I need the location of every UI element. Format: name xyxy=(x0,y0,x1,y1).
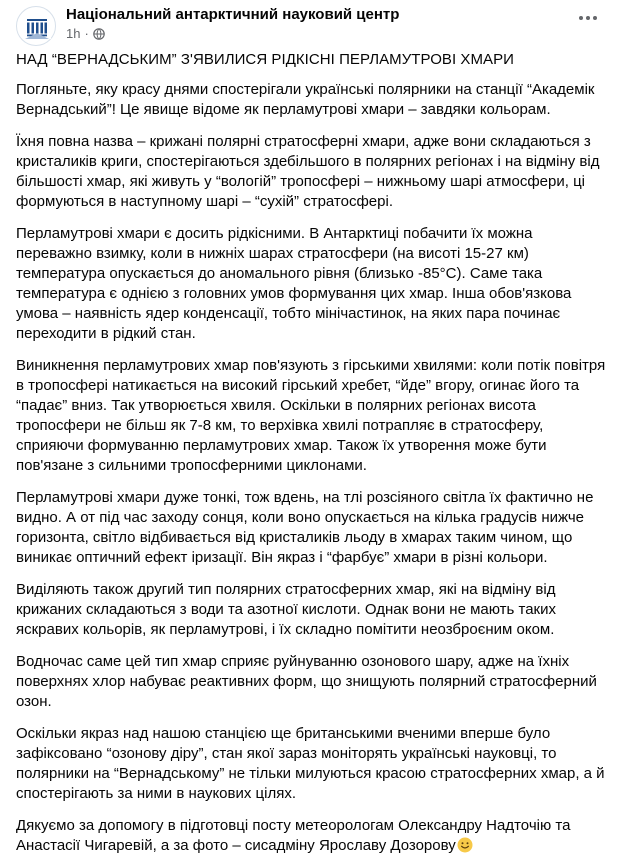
post-meta xyxy=(66,26,105,41)
post-closing xyxy=(16,816,606,856)
closing-text: Дякуємо за допомогу в підготовці посту метеорологам Олександру Надточію та Анастасії Чигаревій, а за фото – сисадміну Ярославу Дозорову xyxy=(16,817,571,854)
post-title: НАД “ВЕРНАДСЬКИМ” З'ЯВИЛИСЯ РІДКІСНІ ПЕРЛАМУТРОВІ ХМАРИ xyxy=(16,51,514,68)
post-paragraph: Виникнення перламутрових хмар пов'язують з гірськими хвилями: коли потік повітря в тропосфері натикається на високий гірський хребет, “йде” вгору, огинає його та “падає” вниз. Так утворюється хвиля. Оскільки в полярних регіонах висота тропосфери не більш як 7-8 км, то верхівка хвилі потрапляє в стратосферу, сприяючи формуванню перламутрових хмар. Також їх утворення може бути пов'язане з сильними тропосферними циклонами. xyxy=(16,357,606,474)
post-paragraph: Водночас саме цей тип хмар сприяє руйнуванню озонового шару, адже на їхніх поверхнях хлор набуває реактивних форм, що знищують полярний стратосферний озон. xyxy=(16,653,597,710)
more-options-icon xyxy=(578,15,598,21)
post-body xyxy=(16,50,606,868)
antarctic-center-logo-icon xyxy=(17,7,57,47)
more-options-button[interactable] xyxy=(573,6,603,30)
post-paragraph: Погляньте, яку красу днями спостерігали українські полярники на станції “Академік Вернадський”! Це явище відоме як перламутрові хмари – завдяки кольорам. xyxy=(16,81,595,118)
post-time[interactable]: 1h xyxy=(66,26,81,41)
smiling-face-emoji-icon xyxy=(457,837,473,853)
post-paragraph: Виділяють також другий тип полярних стратосферних хмар, які на відміну від крижаних складаються з води та азотної кислоти. Однак вони не мають таких яскравих кольорів, як перламутрові, і їх складно помітити неозброєним оком. xyxy=(16,581,556,638)
meta-separator: · xyxy=(84,26,89,41)
page-name[interactable]: Національний антарктичний науковий центр xyxy=(66,6,400,23)
post-paragraph: Перламутрові хмари дуже тонкі, тож вдень, на тлі розсіяного світла їх фактично не видно. А от під час заходу сонця, коли воно опускається на кілька градусів нижче горизонта, світло відбивається від кристаликів льоду в хмарах таким чином, що виникає оптичний ефект іризації. Він якраз і “фарбує” хмари в різні кольори. xyxy=(16,489,594,566)
post-paragraph: Перламутрові хмари є досить рідкісними. В Антарктиці побачити їх можна переважно взимку, коли в нижніх шарах стратосфери (на висоті 15-27 км) температура опускається до аномального рівня (близько -85°С). Саме така температура є однією з головних умов формування цих хмар. Інша обов'язкова умова – наявність ядер конденсації, тобто мінічастинок, на яких пара починає переходити в рідкий стан. xyxy=(16,225,572,342)
page-avatar[interactable] xyxy=(16,6,56,46)
post-header xyxy=(0,0,617,44)
post-paragraph: Оскільки якраз над нашою станцією ще британськими вченими вперше було зафіксовано “озонову діру”, стан якої зараз моніторять українські науковці, то полярники на “Вернадському” не тільки милуються красою стратосферних хмар, а й спостерігають за ними в наукових цілях. xyxy=(16,725,605,802)
post-paragraph: Їхня повна назва – крижані полярні стратосферні хмари, адже вони складаються з кристаликів криги, спостерігаються здебільшого в полярних регіонах і на відміну від більшості хмар, які живуть у “вологій” тропосфері – нижньому шарі атмосфери, ці формуються в наступному шарі – “сухій” стратосфері. xyxy=(16,133,600,210)
public-globe-icon[interactable] xyxy=(93,28,105,40)
